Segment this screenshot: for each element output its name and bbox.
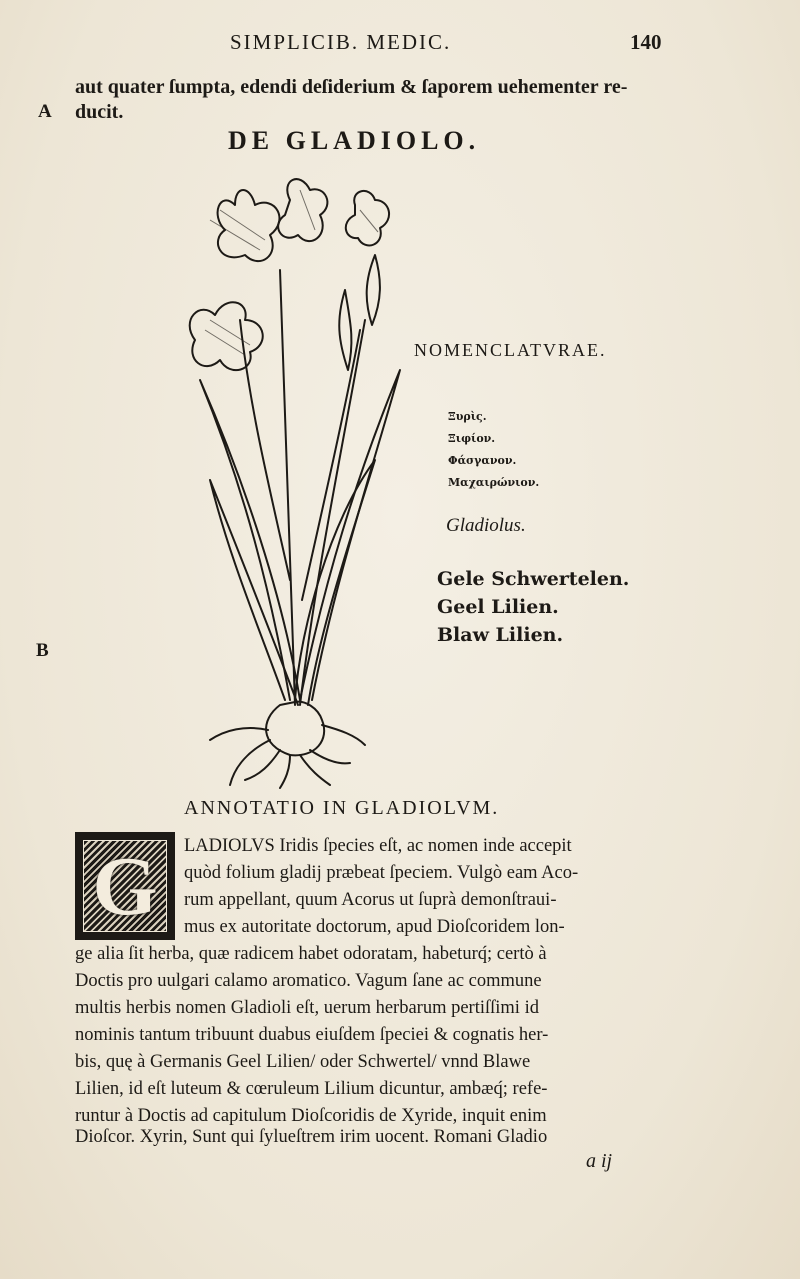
german-name: Gele Schwertelen.: [437, 568, 630, 590]
initial-letter: G: [92, 839, 158, 933]
annotation-heading: ANNOTATIO IN GLADIOLVM.: [184, 797, 500, 819]
german-name: Blaw Lilien.: [437, 624, 564, 646]
text-line: runtur à Doctis ad capitulum Dioſcoridis de Xyride, inquit enim: [75, 1106, 547, 1126]
text-line: rum appellant, quum Acorus ut ſuprà demonſtraui-: [184, 890, 557, 910]
margin-letter-a: A: [38, 101, 52, 122]
nomenclature-heading: NOMENCLATVRAE.: [414, 340, 607, 360]
running-head: SIMPLICIB. MEDIC.: [230, 30, 452, 54]
text-line: LADIOLVS Iridis ſpecies eſt, ac nomen inde accepit: [184, 836, 572, 856]
greek-name: Μαχαιρώνιον.: [448, 476, 540, 489]
text-line: bis, quę à Germanis Geel Lilien/ oder Schwertel/ vnnd Blawe: [75, 1052, 531, 1072]
text-line: Lilien, id eſt luteum & cœruleum Lilium dicuntur, ambæq́; refe-: [75, 1079, 548, 1099]
greek-name: Ξιφίον.: [448, 432, 496, 445]
text-line: aut quater ſumpta, edendi deſiderium & ſaporem uehementer re-: [75, 76, 628, 98]
folio-number: 140: [630, 30, 662, 54]
gladiolus-woodcut-illustration: [150, 160, 420, 790]
german-name: Geel Lilien.: [437, 596, 559, 618]
text-line: multis herbis nomen Gladioli eſt, uerum herbarum pertiſſimi id: [75, 998, 539, 1018]
text-line: Dioſcor. Xyrin, Sunt qui ſylueſtrem irim uocent. Romani Gladio: [75, 1127, 548, 1147]
signature-mark: a ij: [586, 1150, 613, 1172]
text-line: Doctis pro uulgari calamo aromatico. Vagum ſane ac commune: [75, 971, 542, 991]
decorated-initial: [75, 832, 175, 940]
chapter-title: DE GLADIOLO.: [228, 126, 481, 155]
text-line: ducit.: [75, 101, 124, 123]
latin-name: Gladiolus.: [446, 515, 526, 536]
text-line: nominis tantum tribuunt duabus eiuſdem ſpeciei & cognatis her-: [75, 1025, 549, 1045]
greek-name: Ξυρὶς.: [448, 410, 487, 423]
text-line: ge alia ſit herba, quæ radicem habet odoratam, habeturq́; certò à: [75, 944, 547, 964]
text-line: mus ex autoritate doctorum, apud Dioſcoridem lon-: [184, 917, 565, 937]
greek-name: Φάσγανον.: [448, 454, 517, 467]
margin-letter-b: B: [36, 640, 49, 661]
text-line: quòd folium gladij præbeat ſpeciem. Vulgò eam Aco-: [184, 863, 579, 883]
